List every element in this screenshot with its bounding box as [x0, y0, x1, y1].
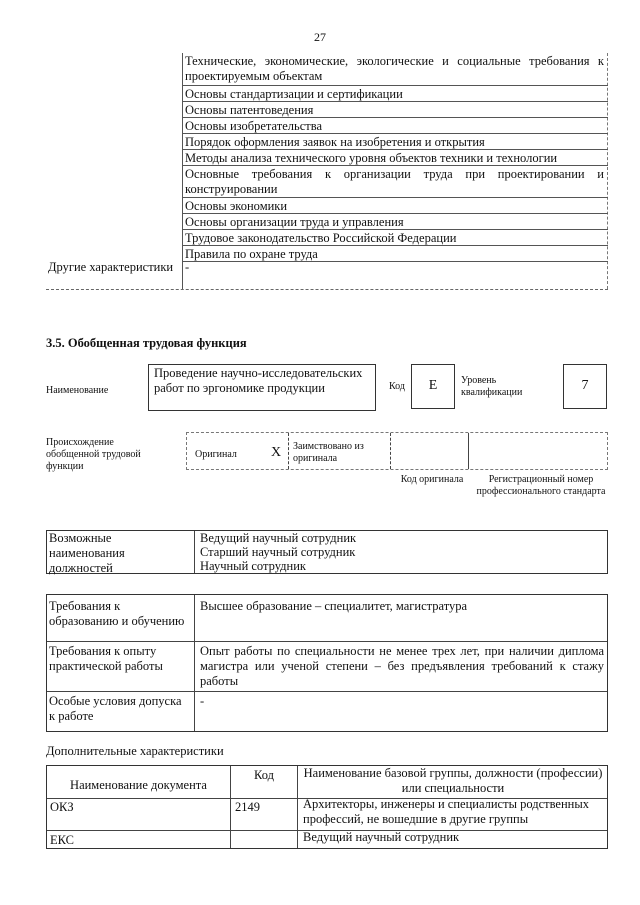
- requirement-label: Требования к опыту практической работы: [49, 644, 163, 673]
- code-value: E: [428, 378, 438, 393]
- list-item: Основы изобретательства: [182, 118, 608, 134]
- list-item: Технические, экономические, экологические и социальные требования к проектируемым объектам: [182, 53, 608, 86]
- section-title: 3.5. Обобщенная трудовая функция: [46, 336, 247, 350]
- level-box: [563, 364, 607, 409]
- row-divider: [47, 691, 607, 692]
- function-name-value: Проведение научно-исследовательских работ по эргономике продукции: [154, 366, 363, 395]
- list-item: Основные требования к организации труда при проектировании и конструировании: [182, 166, 608, 198]
- cell-divider: [194, 595, 195, 731]
- original-mark: X: [271, 445, 282, 460]
- code-box: [411, 364, 455, 409]
- code-label: Код: [389, 381, 405, 392]
- reg-number-caption: Регистрационный номер профессионального стандарта: [476, 474, 606, 497]
- knowledge-table: [46, 53, 608, 289]
- list-item: Трудовое законодательство Российской Федерации: [182, 230, 608, 246]
- list-item: Основы экономики: [182, 198, 608, 214]
- list-item: Методы анализа технического уровня объектов техники и технологии: [182, 150, 608, 166]
- requirement-label: Требования к образованию и обучению: [49, 599, 185, 628]
- other-characteristics-value: -: [185, 260, 190, 274]
- position-item: Научный сотрудник: [200, 559, 306, 573]
- position-item: Старший научный сотрудник: [200, 545, 356, 559]
- row-divider: [47, 641, 607, 642]
- requirement-label: Особые условия допуска к работе: [49, 694, 182, 723]
- origin-label: Происхождение обобщенной трудовой функции: [46, 437, 141, 472]
- table-cell: ОКЗ: [50, 800, 74, 814]
- level-label: Уровень квалификации: [461, 375, 523, 398]
- list-item: Основы стандартизации и сертификации: [182, 86, 608, 102]
- function-name-box: [148, 364, 376, 411]
- cell-divider: [468, 433, 469, 469]
- list-item: Основы патентоведения: [182, 102, 608, 118]
- list-item: Основы организации труда и управления: [182, 214, 608, 230]
- cell-divider: [390, 433, 391, 469]
- position-item: Ведущий научный сотрудник: [200, 531, 357, 545]
- table-bottom-border: [46, 289, 608, 290]
- requirement-value: -: [200, 694, 205, 708]
- other-characteristics-label: Другие характеристики: [48, 260, 174, 274]
- table-cell: Архитекторы, инженеры и специалисты родственных профессий, не вошедшие в другие группы: [303, 797, 590, 826]
- table-cell: Ведущий научный сотрудник: [303, 830, 460, 844]
- borrowed-label: Заимствовано из оригинала: [293, 441, 364, 464]
- cell-divider: [194, 531, 195, 573]
- requirement-value: Опыт работы по специальности не менее трех лет, при наличии диплома магистра или ученой степени – без предъявления требований к стажу работы: [200, 644, 604, 688]
- code-original-caption: Код оригинала: [400, 474, 464, 485]
- column-header: Наименование документа: [70, 778, 207, 792]
- table-cell: 2149: [235, 800, 260, 814]
- positions-label: Возможные наименования должностей: [49, 531, 125, 575]
- column-header: Наименование базовой группы, должности (профессии) или специальности: [303, 766, 603, 795]
- additional-table: [46, 765, 608, 849]
- cell-divider: [297, 766, 298, 848]
- positions-table: [46, 530, 608, 574]
- column-header: Код: [254, 768, 274, 782]
- page-number: 27: [314, 30, 326, 44]
- additional-title: Дополнительные характеристики: [46, 744, 224, 758]
- level-value: 7: [581, 378, 589, 393]
- table-cell: ЕКС: [50, 833, 74, 847]
- name-label: Наименование: [46, 385, 109, 396]
- original-label: Оригинал: [195, 449, 237, 460]
- list-item: Правила по охране труда: [182, 246, 608, 262]
- requirements-table: [46, 594, 608, 732]
- requirement-value: Высшее образование – специалитет, магистратура: [200, 599, 468, 613]
- origin-table: [186, 432, 608, 470]
- cell-divider: [288, 433, 289, 469]
- list-item: Порядок оформления заявок на изобретения и открытия: [182, 134, 608, 150]
